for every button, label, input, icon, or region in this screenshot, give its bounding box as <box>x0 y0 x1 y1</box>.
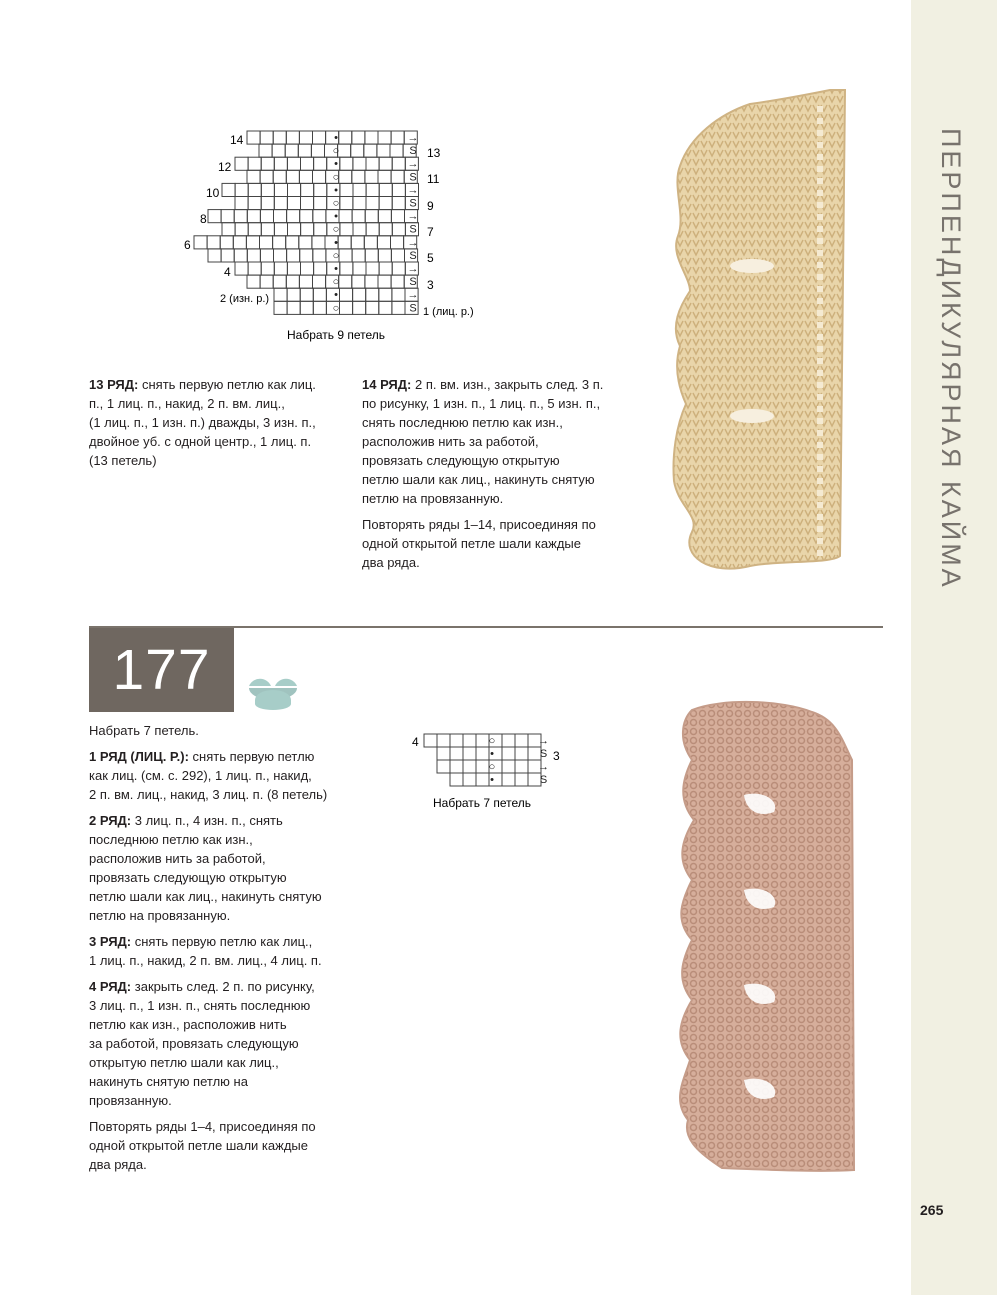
chart-cell <box>274 262 287 275</box>
chart-cell <box>313 249 326 262</box>
chart-cell <box>339 275 352 288</box>
chart-cell <box>248 197 261 210</box>
row3-line-1: снять первую петлю как лиц., <box>134 934 313 949</box>
row4-label: 4 РЯД: <box>89 979 132 994</box>
chart-cell <box>352 249 365 262</box>
chart-stitch-symbol: • <box>334 236 338 249</box>
row14-repeat-line-2: одной открытой петле шали каждые <box>362 536 581 551</box>
chart-cell <box>300 210 313 223</box>
chart-cell <box>365 249 378 262</box>
chart-cell <box>260 249 273 262</box>
chart-cell <box>314 223 327 236</box>
row2-line-1: 3 лиц. п., 4 изн. п., снять <box>134 813 283 828</box>
chart-cell <box>248 223 261 236</box>
repeat-177-line-2: одной открытой петле шали каждые <box>89 1138 308 1153</box>
chart-stitch-symbol: • <box>490 748 494 760</box>
chart-cell <box>260 236 273 249</box>
chart-cell <box>378 249 391 262</box>
chart-cell <box>379 262 392 275</box>
chart-cell <box>424 734 437 747</box>
chart-cell <box>273 170 286 183</box>
chart-cell <box>312 236 325 249</box>
row1-line-2: как лиц. (см. с. 292), 1 лиц. п., накид, <box>89 768 312 783</box>
chart-cell <box>235 157 248 170</box>
chart-cell <box>273 275 286 288</box>
chart-cell <box>502 760 515 773</box>
chart-row-label-1: 1 (лиц. р.) <box>423 306 474 318</box>
chart-cell <box>392 157 405 170</box>
chart-cell <box>287 197 300 210</box>
chart-cell <box>392 223 405 236</box>
row2-label: 2 РЯД: <box>89 813 132 828</box>
chart-row-label-3: 3 <box>427 278 434 292</box>
chart-stitch-symbol: • <box>334 158 338 171</box>
row2-line-3: расположив нить за работой, <box>89 851 266 866</box>
row4-line-6: накинуть снятую петлю на <box>89 1074 248 1089</box>
row2-line-5: петлю шали как лиц., накинуть снятую <box>89 889 322 904</box>
page-number: 265 <box>920 1202 944 1218</box>
chart-cell <box>286 236 299 249</box>
chart-cell <box>248 262 261 275</box>
chart-edge-symbol: → <box>407 263 419 275</box>
chart-cell <box>391 275 404 288</box>
chart-cell <box>502 747 515 760</box>
chart-cell <box>353 288 366 301</box>
chart-cell <box>437 760 450 773</box>
repeat-177-line-3: два ряда. <box>89 1157 147 1172</box>
row13-line-5: (13 петель) <box>89 453 157 468</box>
chart-cell <box>301 157 314 170</box>
chart-cell <box>260 210 273 223</box>
row13-line-3: (1 лиц. п., 1 изн. п.) дважды, 3 изн. п., <box>89 415 316 430</box>
chart-edge-symbol: S <box>409 223 417 236</box>
chart-row-label-8: 8 <box>200 212 207 226</box>
pattern-type-icon <box>247 672 299 712</box>
chart-cell <box>313 275 326 288</box>
chart-row-label-13: 13 <box>427 146 441 160</box>
chart-cell <box>235 262 248 275</box>
chart-cell <box>378 275 391 288</box>
chart-cell <box>391 249 404 262</box>
chart-cell <box>313 288 326 301</box>
chart-cell <box>378 131 391 144</box>
chart-cell <box>222 223 235 236</box>
chart-cell <box>313 210 326 223</box>
chart-cell <box>365 275 378 288</box>
chart-cell <box>288 183 301 196</box>
chart-cell <box>366 197 379 210</box>
chart-stitch-symbol: ○ <box>332 223 340 236</box>
chart-cell <box>208 210 221 223</box>
chart-cell <box>299 170 312 183</box>
chart-cell <box>311 144 324 157</box>
chart-cell <box>247 170 260 183</box>
chart-edge-symbol: S <box>539 774 548 786</box>
chart-cell <box>352 170 365 183</box>
row14-line-2: по рисунку, 1 изн. п., 1 лиц. п., 5 изн. п., <box>362 396 601 411</box>
chart-edge-symbol: → <box>407 158 419 171</box>
row13-line-1: снять первую петлю как лиц. <box>141 377 316 392</box>
row4-line-1: закрыть след. 2 п. по рисунку, <box>134 979 315 994</box>
chart-cell <box>235 197 248 210</box>
chart-cell <box>313 131 326 144</box>
small-chart-label-3: 3 <box>553 749 560 763</box>
chart-cell <box>221 249 234 262</box>
chart-cell <box>260 275 273 288</box>
chart-cell <box>313 301 326 314</box>
chart-cell <box>365 170 378 183</box>
chart-edge-symbol: S <box>409 276 417 289</box>
row1-line-1: снять первую петлю <box>192 749 315 764</box>
chart-cell <box>208 249 221 262</box>
chart-cell <box>437 734 450 747</box>
chart-cell <box>314 157 327 170</box>
chart-cell <box>515 773 528 786</box>
chart-edge-symbol: → <box>538 761 549 773</box>
chart-cell <box>234 210 247 223</box>
chart-cell <box>379 288 392 301</box>
chart-stitch-symbol: ○ <box>488 761 496 773</box>
chart-cell <box>392 301 405 314</box>
chart-cell <box>463 747 476 760</box>
row14-instructions <box>362 375 622 579</box>
chart-cell <box>287 301 300 314</box>
chart-cell <box>353 262 366 275</box>
chart-cell <box>366 183 379 196</box>
chart-cell <box>476 747 489 760</box>
row4-line-7: провязанную. <box>89 1093 172 1108</box>
chart-cell <box>476 760 489 773</box>
row13-line-2: п., 1 лиц. п., накид, 2 п. вм. лиц., <box>89 396 285 411</box>
chart-cell <box>378 170 391 183</box>
chart-stitch-symbol: • <box>490 774 494 786</box>
chart-cell <box>261 262 274 275</box>
row13-instructions <box>89 375 334 470</box>
chart-cell <box>247 249 260 262</box>
chart-cell <box>366 301 379 314</box>
chart-cell <box>339 170 352 183</box>
pattern-number: 177 <box>89 628 234 712</box>
chart-cell <box>287 249 300 262</box>
chart-cell <box>379 223 392 236</box>
chart-cell <box>246 236 259 249</box>
chart-cell <box>463 760 476 773</box>
chart-stitch-symbol: • <box>334 132 338 144</box>
chart-edge-symbol: → <box>538 735 549 747</box>
row4-line-2: 3 лиц. п., 1 изн. п., снять последнюю <box>89 998 311 1013</box>
chart-edge-symbol: → <box>407 184 419 197</box>
chart-cell <box>300 249 313 262</box>
chart-cell <box>300 301 313 314</box>
chart-cell <box>351 236 364 249</box>
chart-cell <box>366 157 379 170</box>
chart-cell <box>220 236 233 249</box>
chart-cell <box>235 223 248 236</box>
chart-cell <box>339 210 352 223</box>
chart-cell <box>273 131 286 144</box>
chart-cell <box>274 183 287 196</box>
row4-line-4: за работой, провязать следующую <box>89 1036 299 1051</box>
chart-cell <box>377 144 390 157</box>
chart-row-label-9: 9 <box>427 199 434 213</box>
chart-cell <box>476 734 489 747</box>
chart-row-label-7: 7 <box>427 225 434 239</box>
chart-cell <box>379 197 392 210</box>
chart-cell <box>437 747 450 760</box>
row13-label: 13 РЯД: <box>89 377 139 392</box>
chart-cell <box>391 236 404 249</box>
chart-cell <box>463 734 476 747</box>
row14-label: 14 РЯД: <box>362 377 412 392</box>
row14-line-5: провязать следующую открытую <box>362 453 560 468</box>
chart-cell <box>261 183 274 196</box>
cast-on-text: Набрать 7 петель. <box>89 723 199 738</box>
chart-row-label-2: 2 (изн. р.) <box>220 293 270 305</box>
knitted-sample-top <box>660 86 850 586</box>
chart-cell <box>299 236 312 249</box>
chart-cell <box>194 236 207 249</box>
chart-cell <box>379 301 392 314</box>
chart-cell <box>351 144 364 157</box>
chart-stitch-symbol: ○ <box>332 249 340 262</box>
chart-cell <box>274 210 287 223</box>
chart-stitch-symbol: • <box>334 289 338 302</box>
row14-repeat-line-3: два ряда. <box>362 555 420 570</box>
small-chart-label-4: 4 <box>412 735 419 749</box>
chart-cell <box>353 223 366 236</box>
chart-cell <box>248 157 261 170</box>
chart-cell <box>260 170 273 183</box>
row4-line-3: петлю как изн., расположив нить <box>89 1017 287 1032</box>
pattern-177-instructions <box>89 721 359 1181</box>
chart-cell <box>248 183 261 196</box>
chart-cell <box>377 236 390 249</box>
chart-row-label-5: 5 <box>427 251 434 265</box>
knitted-sample-bottom <box>662 700 872 1180</box>
row1-line-3: 2 п. вм. лиц., накид, 3 лиц. п. (8 петель) <box>89 787 328 802</box>
chart-cell <box>353 157 366 170</box>
chart-edge-symbol: → <box>407 236 419 249</box>
chart-cell <box>247 275 260 288</box>
small-chart-caption: Набрать 7 петель <box>433 796 532 810</box>
chart-stitch-symbol: ○ <box>332 276 340 289</box>
chart-cell <box>515 747 528 760</box>
chart-edge-symbol: S <box>409 197 417 210</box>
chart-cell <box>274 223 287 236</box>
chart-cell <box>285 144 298 157</box>
chart-cell <box>301 183 314 196</box>
chart-cell <box>286 170 299 183</box>
chart-cell <box>340 262 353 275</box>
chart-cell <box>391 170 404 183</box>
chart-cell <box>378 210 391 223</box>
chart-stitch-symbol: ○ <box>332 171 340 184</box>
chart-cell <box>339 249 352 262</box>
chart-cell <box>392 288 405 301</box>
chart-cell <box>288 223 301 236</box>
chart-cell <box>261 223 274 236</box>
chart-cell <box>338 236 351 249</box>
chart-cell <box>314 183 327 196</box>
chart-cell <box>259 144 272 157</box>
chart-cell <box>287 262 300 275</box>
chart-stitch-symbol: ○ <box>332 145 340 158</box>
chart-cell <box>340 288 353 301</box>
chart-stitch-symbol: ○ <box>332 197 340 210</box>
chart-stitch-symbol: ○ <box>488 735 496 747</box>
chart-stitch-symbol: • <box>334 263 338 275</box>
chart-cell <box>353 197 366 210</box>
chart-cell <box>274 301 287 314</box>
chart-cell <box>274 157 287 170</box>
chart-cell <box>392 262 405 275</box>
chart-cell <box>391 131 404 144</box>
row2-line-6: петлю на провязанную. <box>89 908 231 923</box>
section-title-vertical: ПЕРПЕНДИКУЛЯРНАЯ КАЙМА <box>936 128 966 590</box>
row3-label: 3 РЯД: <box>89 934 132 949</box>
chart-stitch-symbol: • <box>334 184 338 197</box>
chart-stitch-symbol: ○ <box>332 302 340 315</box>
chart-cell <box>515 734 528 747</box>
chart-cell <box>352 210 365 223</box>
chart-edge-symbol: S <box>409 302 417 315</box>
chart-cell <box>391 210 404 223</box>
chart-cell <box>247 210 260 223</box>
chart-row-label-6: 6 <box>184 238 191 252</box>
chart-row-label-11: 11 <box>427 172 440 186</box>
chart-row-label-14: 14 <box>230 133 244 147</box>
chart-cell <box>366 288 379 301</box>
chart-cell <box>338 144 351 157</box>
chart-cell <box>340 301 353 314</box>
repeat-177-line-1: Повторять ряды 1–4, присоединяя по <box>89 1119 316 1134</box>
chart-cell <box>450 760 463 773</box>
chart-cell <box>299 275 312 288</box>
chart-cell <box>287 157 300 170</box>
chart-cell <box>353 301 366 314</box>
chart-cell <box>450 747 463 760</box>
row14-line-6: петлю шали как лиц., накинуть снятую <box>362 472 595 487</box>
chart-edge-symbol: → <box>407 210 419 223</box>
chart-cell <box>233 236 246 249</box>
chart-cell <box>274 249 287 262</box>
chart-cell <box>260 131 273 144</box>
chart-cell <box>234 249 247 262</box>
chart-edge-symbol: S <box>539 748 548 760</box>
chart-cell <box>298 144 311 157</box>
chart-cell <box>364 236 377 249</box>
row4-line-5: открытую петлю шали как лиц., <box>89 1055 279 1070</box>
chart-edge-symbol: S <box>409 249 417 262</box>
chart-cell <box>274 288 287 301</box>
chart-cell <box>300 288 313 301</box>
chart-cell <box>287 288 300 301</box>
chart-cell <box>339 131 352 144</box>
chart-cell <box>364 144 377 157</box>
chart-cell <box>286 131 299 144</box>
chart-cell <box>261 197 274 210</box>
chart-cell <box>392 183 405 196</box>
chart-cell <box>235 183 248 196</box>
chart-row-label-4: 4 <box>224 265 231 279</box>
chart-cell <box>365 210 378 223</box>
chart-cell <box>476 773 489 786</box>
chart-cell <box>286 275 299 288</box>
chart-cell <box>366 262 379 275</box>
row13-line-4: двойное уб. с одной центр., 1 лиц. п. <box>89 434 312 449</box>
chart-cell <box>313 170 326 183</box>
chart-cell <box>450 773 463 786</box>
chart-cell <box>352 275 365 288</box>
chart-cell <box>314 262 327 275</box>
row3-line-2: 1 лиц. п., накид, 2 п. вм. лиц., 4 лиц. п. <box>89 953 322 968</box>
chart-cell <box>274 197 287 210</box>
top-chart-caption: Набрать 9 петель <box>287 328 386 342</box>
row1-label: 1 РЯД (ЛИЦ. Р.): <box>89 749 189 764</box>
chart-cell <box>221 210 234 223</box>
chart-cell <box>301 262 314 275</box>
row2-line-4: провязать следующую открытую <box>89 870 287 885</box>
chart-cell <box>261 157 274 170</box>
chart-cell <box>392 197 405 210</box>
chart-cell <box>340 183 353 196</box>
chart-cell <box>273 236 286 249</box>
chart-cell <box>353 183 366 196</box>
row14-line-4: расположив нить за работой, <box>362 434 539 449</box>
chart-cell <box>299 131 312 144</box>
chart-edge-symbol: → <box>407 289 419 302</box>
chart-cell <box>340 157 353 170</box>
chart-row-label-10: 10 <box>206 186 220 200</box>
chart-cell <box>450 734 463 747</box>
row2-line-2: последнюю петлю как изн., <box>89 832 253 847</box>
chart-cell <box>287 210 300 223</box>
chart-stitch-symbol: • <box>334 210 338 223</box>
chart-cell <box>207 236 220 249</box>
chart-edge-symbol: → <box>407 132 419 144</box>
chart-cell <box>365 131 378 144</box>
chart-cell <box>390 144 403 157</box>
chart-cell <box>463 773 476 786</box>
chart-cell <box>314 197 327 210</box>
chart-cell <box>502 734 515 747</box>
chart-cell <box>301 197 314 210</box>
chart-row-label-12: 12 <box>218 160 232 174</box>
row14-line-7: петлю на провязанную. <box>362 491 504 506</box>
row14-line-1: 2 п. вм. изн., закрыть след. 3 п. <box>414 377 604 392</box>
chart-cell <box>379 157 392 170</box>
chart-cell <box>272 144 285 157</box>
chart-edge-symbol: S <box>409 171 417 184</box>
chart-cell <box>515 760 528 773</box>
chart-edge-symbol: S <box>409 145 417 158</box>
chart-cell <box>340 197 353 210</box>
chart-cell <box>502 773 515 786</box>
chart-cell <box>352 131 365 144</box>
chart-cell <box>379 183 392 196</box>
chart-cell <box>366 223 379 236</box>
chart-cell <box>222 183 235 196</box>
row14-repeat-line-1: Повторять ряды 1–14, присоединяя по <box>362 517 596 532</box>
chart-cell <box>340 223 353 236</box>
chart-cell <box>247 131 260 144</box>
chart-cell <box>301 223 314 236</box>
row14-line-3: снять последнюю петлю как изн., <box>362 415 563 430</box>
